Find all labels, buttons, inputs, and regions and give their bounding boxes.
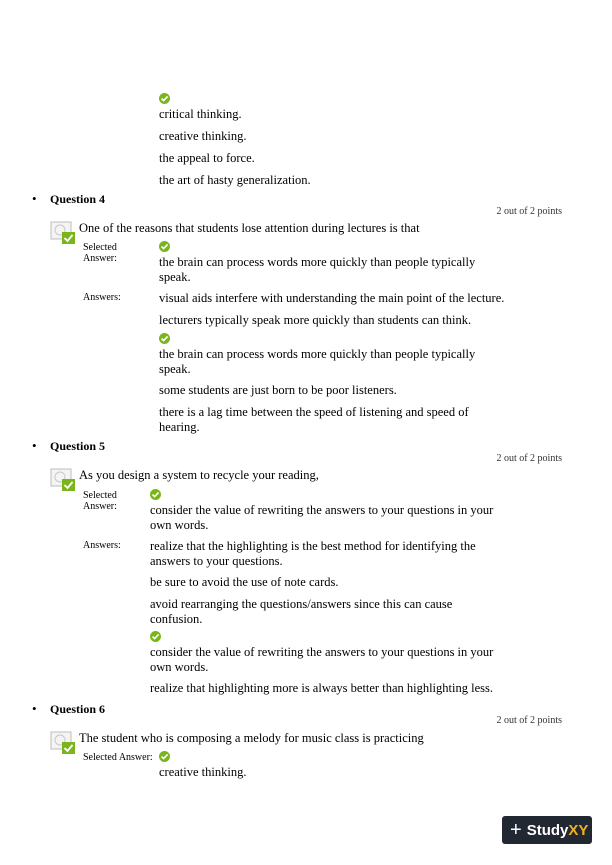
answer-option: lecturers typically speak more quickly than students can think.	[159, 313, 472, 327]
plus-icon: +	[510, 819, 522, 841]
correct-check-icon	[150, 631, 161, 642]
answer-option: visual aids interfere with understanding the main point of the lecture.	[159, 291, 505, 305]
answer-option: the brain can process words more quickly than people typically speak.	[159, 347, 476, 376]
question-4-prompt: One of the reasons that students lose attention during lectures is that	[79, 221, 420, 235]
question-5-prompt: As you design a system to recycle your reading,	[79, 468, 319, 482]
answer-option: realize that the highlighting is the best method for identifying the answers to your questions.	[150, 539, 476, 568]
answer-option: be sure to avoid the use of note cards.	[150, 575, 339, 589]
correct-check-icon	[159, 241, 170, 252]
logo-suffix: XY	[568, 821, 589, 839]
question-6-prompt: The student who is composing a melody for music class is practicing	[79, 731, 424, 745]
selected-answer-label: Selected Answer:	[83, 242, 117, 264]
selected-answer-label: Selected Answer:	[83, 490, 117, 512]
answer-option: creative thinking.	[159, 129, 247, 143]
selected-answer-label: Selected Answer:	[83, 752, 153, 763]
answer-option: some students are just born to be poor listeners.	[159, 383, 397, 397]
answer-option: there is a lag time between the speed of listening and speed of hearing.	[159, 405, 469, 434]
answers-label: Answers:	[83, 540, 121, 551]
question-correct-icon	[50, 468, 76, 492]
correct-check-icon	[159, 93, 170, 104]
studyxy-logo	[502, 816, 592, 844]
correct-check-icon	[150, 489, 161, 500]
question-4-points: 2 out of 2 points	[496, 206, 562, 217]
answer-option: the art of hasty generalization.	[159, 173, 311, 187]
question-6-heading: Question 6	[50, 702, 106, 716]
selected-answer-text: consider the value of rewriting the answers to your questions in your own words.	[150, 503, 494, 532]
selected-answer-text: the brain can process words more quickly than people typically speak.	[159, 255, 476, 284]
bullet: •	[32, 191, 37, 206]
question-5-heading: Question 5	[50, 439, 106, 453]
answer-option: realize that highlighting more is always better than highlighting less.	[150, 681, 493, 695]
answer-option: consider the value of rewriting the answers to your questions in your own words.	[150, 645, 494, 674]
answer-option: critical thinking.	[159, 107, 242, 121]
question-6-points: 2 out of 2 points	[496, 715, 562, 726]
question-correct-icon	[50, 221, 76, 245]
answer-option: the appeal to force.	[159, 151, 255, 165]
bullet: •	[32, 701, 37, 716]
answer-option: avoid rearranging the questions/answers since this can cause confusion.	[150, 597, 453, 626]
bullet: •	[32, 438, 37, 453]
question-correct-icon	[50, 731, 76, 755]
selected-answer-text: creative thinking.	[159, 765, 247, 779]
correct-check-icon	[159, 751, 170, 762]
answers-label: Answers:	[83, 292, 121, 303]
correct-check-icon	[159, 333, 170, 344]
question-5-points: 2 out of 2 points	[496, 453, 562, 464]
question-4-heading: Question 4	[50, 192, 106, 206]
logo-brand: Study	[526, 821, 569, 839]
